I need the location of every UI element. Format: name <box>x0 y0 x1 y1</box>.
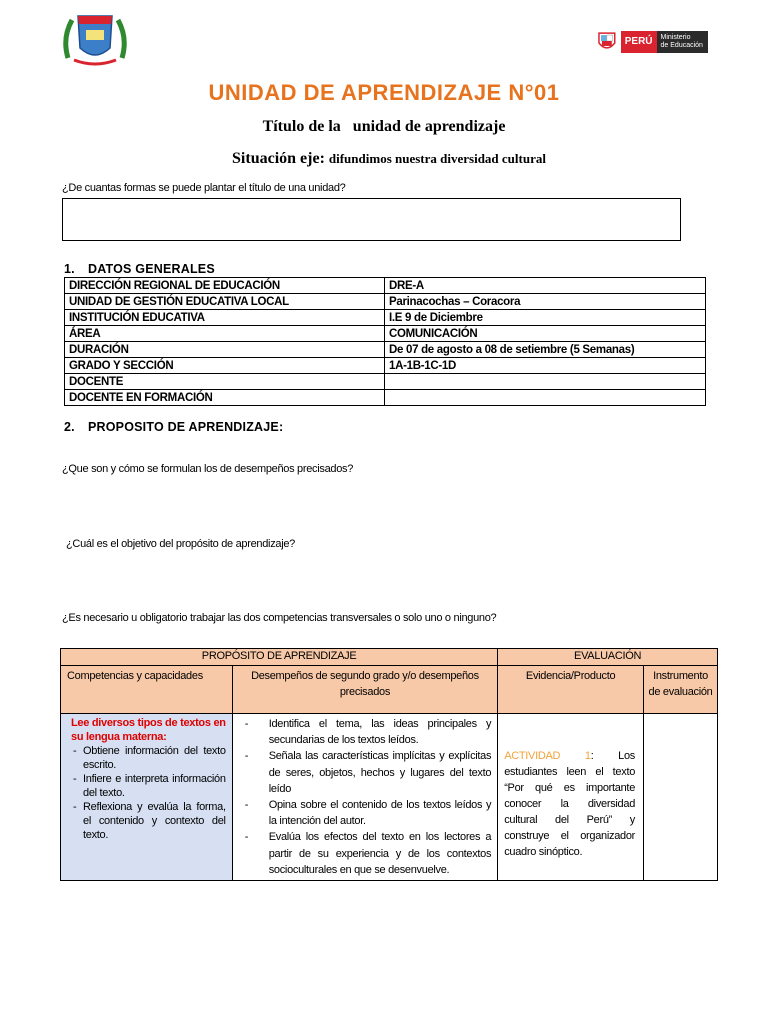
row-value <box>385 374 706 390</box>
row-value: Parinacochas – Coracora <box>385 294 706 310</box>
table-row <box>65 390 706 406</box>
section1-number: 1. <box>64 262 75 276</box>
table-row <box>65 358 706 374</box>
activity-text: : Los estudiantes leen el texto “Por qué es importante conocer la diversidad cultural del Perú” y construye el organizador cuadro sinóptico. <box>504 750 636 858</box>
competencias-cell <box>61 714 233 881</box>
row-label: DOCENTE EN FORMACIÓN <box>65 390 385 406</box>
section-proposito <box>64 420 283 434</box>
question-competencias: ¿Es necesario u obligatorio trabajar las dos competencias transversales o solo uno o ninguno? <box>62 612 497 624</box>
col-instrumento: Instrumento de evaluación <box>644 666 718 714</box>
row-value: I.E 9 de Diciembre <box>385 310 706 326</box>
header-evaluacion: EVALUACIÓN <box>498 649 718 666</box>
section2-heading: PROPOSITO DE APRENDIZAJE: <box>88 420 284 434</box>
table-row <box>61 649 718 666</box>
table-row <box>65 374 706 390</box>
table-row <box>65 326 706 342</box>
row-value: DRE-A <box>385 278 706 294</box>
list-item: - Infiere e interpreta información del texto. <box>71 772 226 800</box>
table-row <box>65 294 706 310</box>
list-item: - Evalúa los efectos del texto en los lectores a partir de su experiencia y de los contextos socioculturales en que se desenvuelve. <box>241 829 491 878</box>
evidencia-cell <box>498 714 644 881</box>
table-row <box>65 278 706 294</box>
proposito-table <box>60 648 718 881</box>
activity-label: ACTIVIDAD 1 <box>504 750 591 762</box>
row-value: 1A-1B-1C-1D <box>385 358 706 374</box>
school-crest-icon <box>60 8 130 70</box>
ministerio-educacion-logo <box>596 28 708 56</box>
table-row <box>61 666 718 714</box>
col-evidencia: Evidencia/Producto <box>498 666 644 714</box>
desempenos-cell <box>232 714 497 881</box>
situacion-label: Situación eje: <box>232 150 325 167</box>
col-competencias: Competencias y capacidades <box>61 666 233 714</box>
row-label: DIRECCIÓN REGIONAL DE EDUCACIÓN <box>65 278 385 294</box>
ministry-label <box>657 31 708 53</box>
situacion-value: difundimos nuestra diversidad cultural <box>328 151 546 166</box>
datos-generales-table <box>64 277 706 406</box>
question-title-forms: ¿De cuantas formas se puede plantar el título de una unidad? <box>62 182 346 194</box>
desempenos-list <box>241 716 491 878</box>
situacion-eje <box>0 150 768 168</box>
list-item: - Reflexiona y evalúa la forma, el contenido y contexto del texto. <box>71 800 226 842</box>
peru-shield-icon <box>596 29 618 55</box>
row-label: DOCENTE <box>65 374 385 390</box>
col-desempenos: Desempeños de segundo grado y/o desempeños precisados <box>232 666 497 714</box>
row-label: ÁREA <box>65 326 385 342</box>
peru-label: PERÚ <box>621 31 657 53</box>
unit-subtitle: Título de la unidad de aprendizaje <box>262 118 506 135</box>
row-label: INSTITUCIÓN EDUCATIVA <box>65 310 385 326</box>
row-value: De 07 de agosto a 08 de setiembre (5 Semanas) <box>385 342 706 358</box>
answer-box[interactable] <box>62 198 681 241</box>
table-row <box>61 714 718 881</box>
section1-heading: DATOS GENERALES <box>88 262 215 276</box>
school-crest-logo <box>60 8 130 70</box>
list-item: - Identifica el tema, las ideas principales y secundarias de los textos leídos. <box>241 716 491 748</box>
table-row <box>65 310 706 326</box>
row-label: DURACIÓN <box>65 342 385 358</box>
ministry-line1: Ministerio <box>660 34 691 41</box>
ministry-line2: de Educación <box>660 42 703 49</box>
page-title: UNIDAD DE APRENDIZAJE N°01 <box>208 80 560 105</box>
question-objetivo: ¿Cuál es el objetivo del propósito de aprendizaje? <box>66 538 295 550</box>
section2-number: 2. <box>64 420 75 434</box>
section-datos-generales <box>64 262 215 276</box>
table-row <box>65 342 706 358</box>
list-item: - Señala las características implícitas y explícitas de seres, objetos, hechos y lugares del texto leído <box>241 748 491 797</box>
competencia-title: Lee diversos tipos de textos en su lengua materna: <box>71 717 226 743</box>
row-value <box>385 390 706 406</box>
question-desempenos: ¿Que son y cómo se formulan los de desempeños precisados? <box>62 463 354 475</box>
row-label: GRADO Y SECCIÓN <box>65 358 385 374</box>
row-value: COMUNICACIÓN <box>385 326 706 342</box>
instrumento-cell <box>644 714 718 881</box>
list-item: - Opina sobre el contenido de los textos leídos y la intención del autor. <box>241 797 491 829</box>
header-proposito: PROPÓSITO DE APRENDIZAJE <box>61 649 498 666</box>
capacidades-list <box>71 744 226 842</box>
list-item: - Obtiene información del texto escrito. <box>71 744 226 772</box>
row-label: UNIDAD DE GESTIÓN EDUCATIVA LOCAL <box>65 294 385 310</box>
